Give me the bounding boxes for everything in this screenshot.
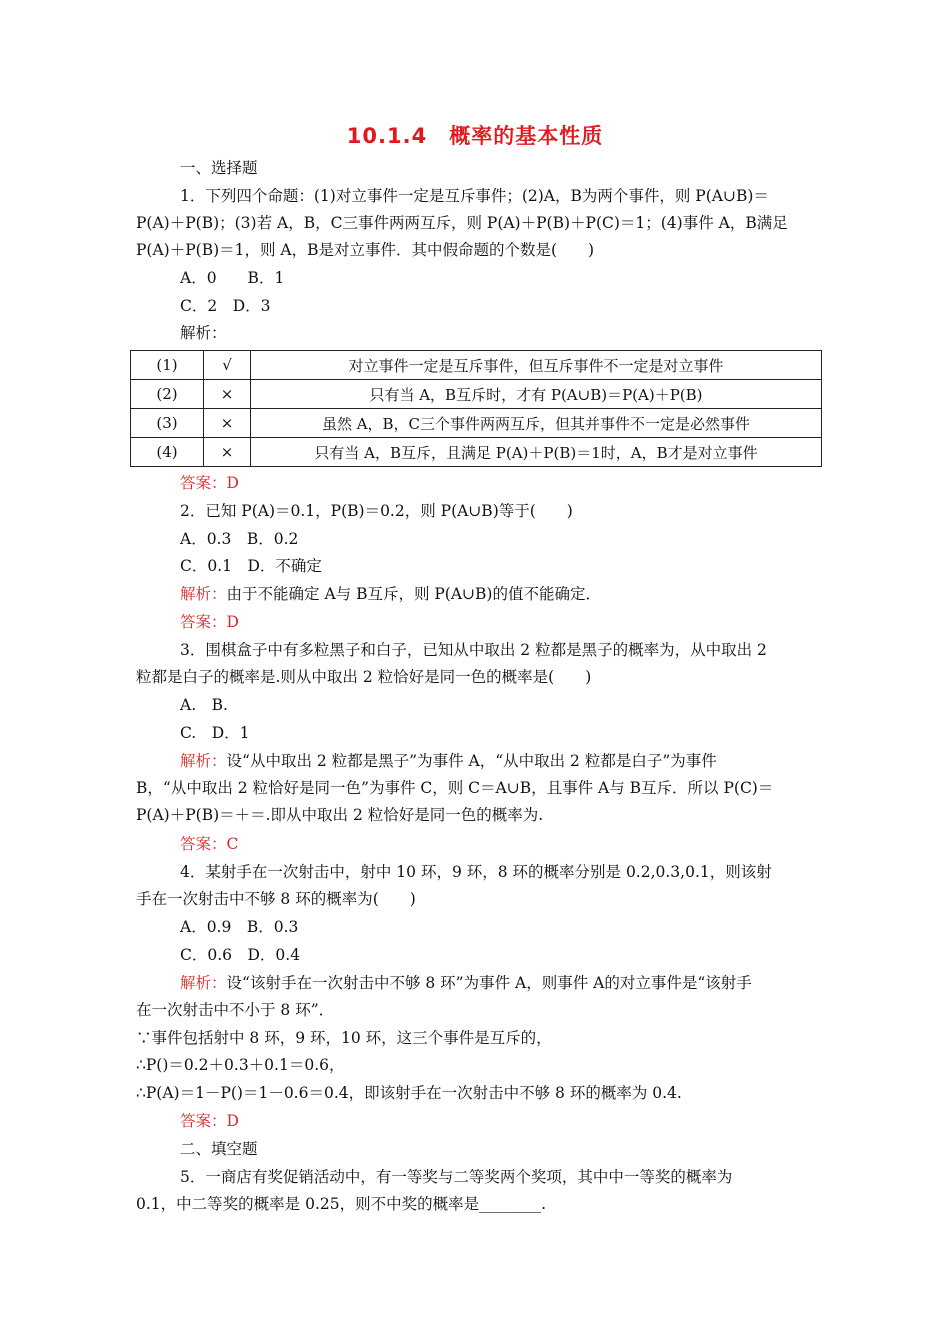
q4-options-ab: A．0.9 B．0.3 <box>180 918 299 936</box>
row-explanation: 只有当 A，B互斥时，才有 P(A∪B)＝P(A)＋P(B) <box>251 380 822 409</box>
analysis-label: 解析： <box>180 752 227 770</box>
cross-mark: × <box>204 380 251 409</box>
cross-mark: × <box>204 409 251 438</box>
q3-analysis-line-2: B，“从中取出 2 粒恰好是同一色”为事件 C，则 C＝A∪B，且事件 A与 B互斥．所以 P(C)＝ <box>136 779 774 797</box>
q1-options-ab: A．0 B．1 <box>180 269 285 287</box>
analysis-text: 设“该射手在一次射击中不够 8 环”为事件 A，则事件 A的对立事件是“该射手 <box>226 974 752 992</box>
q3-answer: 答案：C <box>180 835 239 853</box>
q2-answer: 答案：D <box>180 613 239 631</box>
section-heading-choice: 一、选择题 <box>180 159 258 177</box>
row-explanation: 对立事件一定是互斥事件，但互斥事件不一定是对立事件 <box>251 351 822 380</box>
q1-options-cd: C．2 D．3 <box>180 297 271 315</box>
row-number: (3) <box>131 409 204 438</box>
q4-analysis-line-3: ∵事件包括射中 8 环，9 环，10 环，这三个事件是互斥的， <box>136 1029 552 1047</box>
row-number: (2) <box>131 380 204 409</box>
q1-line-3: P(A)＋P(B)＝1，则 A，B是对立事件．其中假命题的个数是( ) <box>136 241 595 259</box>
cross-mark: × <box>204 438 251 467</box>
q3-analysis-line-3: P(A)＋P(B)＝＋＝.即从中取出 2 粒恰好是同一色的概率为. <box>136 806 544 824</box>
row-number: (1) <box>131 351 204 380</box>
row-number: (4) <box>131 438 204 467</box>
q2-analysis <box>180 584 601 604</box>
q1-analysis-label: 解析： <box>180 324 227 342</box>
q4-line-2: 手在一次射击中不够 8 环的概率为( ) <box>136 890 416 908</box>
q4-options-cd: C．0.6 D．0.4 <box>180 946 301 964</box>
q2-options-ab: A．0.3 B．0.2 <box>180 530 299 548</box>
q1-line-1: 1．下列四个命题：(1)对立事件一定是互斥事件；(2)A，B为两个事件，则 P(A∪B)＝ <box>180 187 769 205</box>
table-row <box>131 438 822 467</box>
check-mark: √ <box>204 351 251 380</box>
q4-answer: 答案：D <box>180 1112 239 1130</box>
q2-stem: 2．已知 P(A)＝0.1，P(B)＝0.2，则 P(A∪B)等于( ) <box>180 502 573 520</box>
analysis-label: 解析： <box>180 974 227 992</box>
q4-analysis-line-5: ∴P(A)＝1－P()＝1－0.6＝0.4，即该射手在一次射击中不够 8 环的概率为 0.4. <box>136 1084 682 1102</box>
page-title: 10.1.4 概率的基本性质 <box>346 124 604 148</box>
q4-analysis-line-2: 在一次射击中不小于 8 环”． <box>136 1001 335 1019</box>
q3-line-1: 3．围棋盒子中有多粒黑子和白子，已知从中取出 2 粒都是黑子的概率为，从中取出 2 <box>180 641 767 659</box>
analysis-text: 设“从中取出 2 粒都是黑子”为事件 A，“从中取出 2 粒都是白子”为事件 <box>226 752 717 770</box>
q1-answer: 答案：D <box>180 474 239 492</box>
q3-line-2: 粒都是白子的概率是.则从中取出 2 粒恰好是同一色的概率是( ) <box>136 668 592 686</box>
q1-line-2: P(A)＋P(B)；(3)若 A，B，C三事件两两互斥，则 P(A)＋P(B)＋P(C)＝1；(4)事件 A，B满足 <box>136 214 788 232</box>
row-explanation: 虽然 A，B，C三个事件两两互斥，但其并事件不一定是必然事件 <box>251 409 822 438</box>
q3-analysis-line-1 <box>180 751 717 771</box>
q4-analysis-line-1 <box>180 973 752 993</box>
q3-options-ab: A. B. <box>180 696 228 714</box>
q4-analysis-line-4: ∴P()＝0.2＋0.3＋0.1＝0.6， <box>136 1056 345 1074</box>
q5-line-2: 0.1，中二等奖的概率是 0.25，则不中奖的概率是________. <box>136 1195 547 1213</box>
q5-line-1: 5．一商店有奖促销活动中，有一等奖与二等奖两个奖项，其中中一等奖的概率为 <box>180 1168 733 1186</box>
analysis-text: 由于不能确定 A与 B互斥，则 P(A∪B)的值不能确定． <box>226 585 601 603</box>
q1-solution-table <box>130 350 822 467</box>
table-row <box>131 380 822 409</box>
q2-options-cd: C．0.1 D．不确定 <box>180 557 322 575</box>
q3-options-cd: C. D．1 <box>180 724 250 742</box>
q4-line-1: 4．某射手在一次射击中，射中 10 环，9 环，8 环的概率分别是 0.2,0.3,0.1，则该射 <box>180 863 772 881</box>
table-row <box>131 409 822 438</box>
analysis-label: 解析： <box>180 585 227 603</box>
row-explanation: 只有当 A，B互斥，且满足 P(A)＋P(B)＝1时，A，B才是对立事件 <box>251 438 822 467</box>
section-heading-fill: 二、填空题 <box>180 1140 258 1158</box>
table-row <box>131 351 822 380</box>
